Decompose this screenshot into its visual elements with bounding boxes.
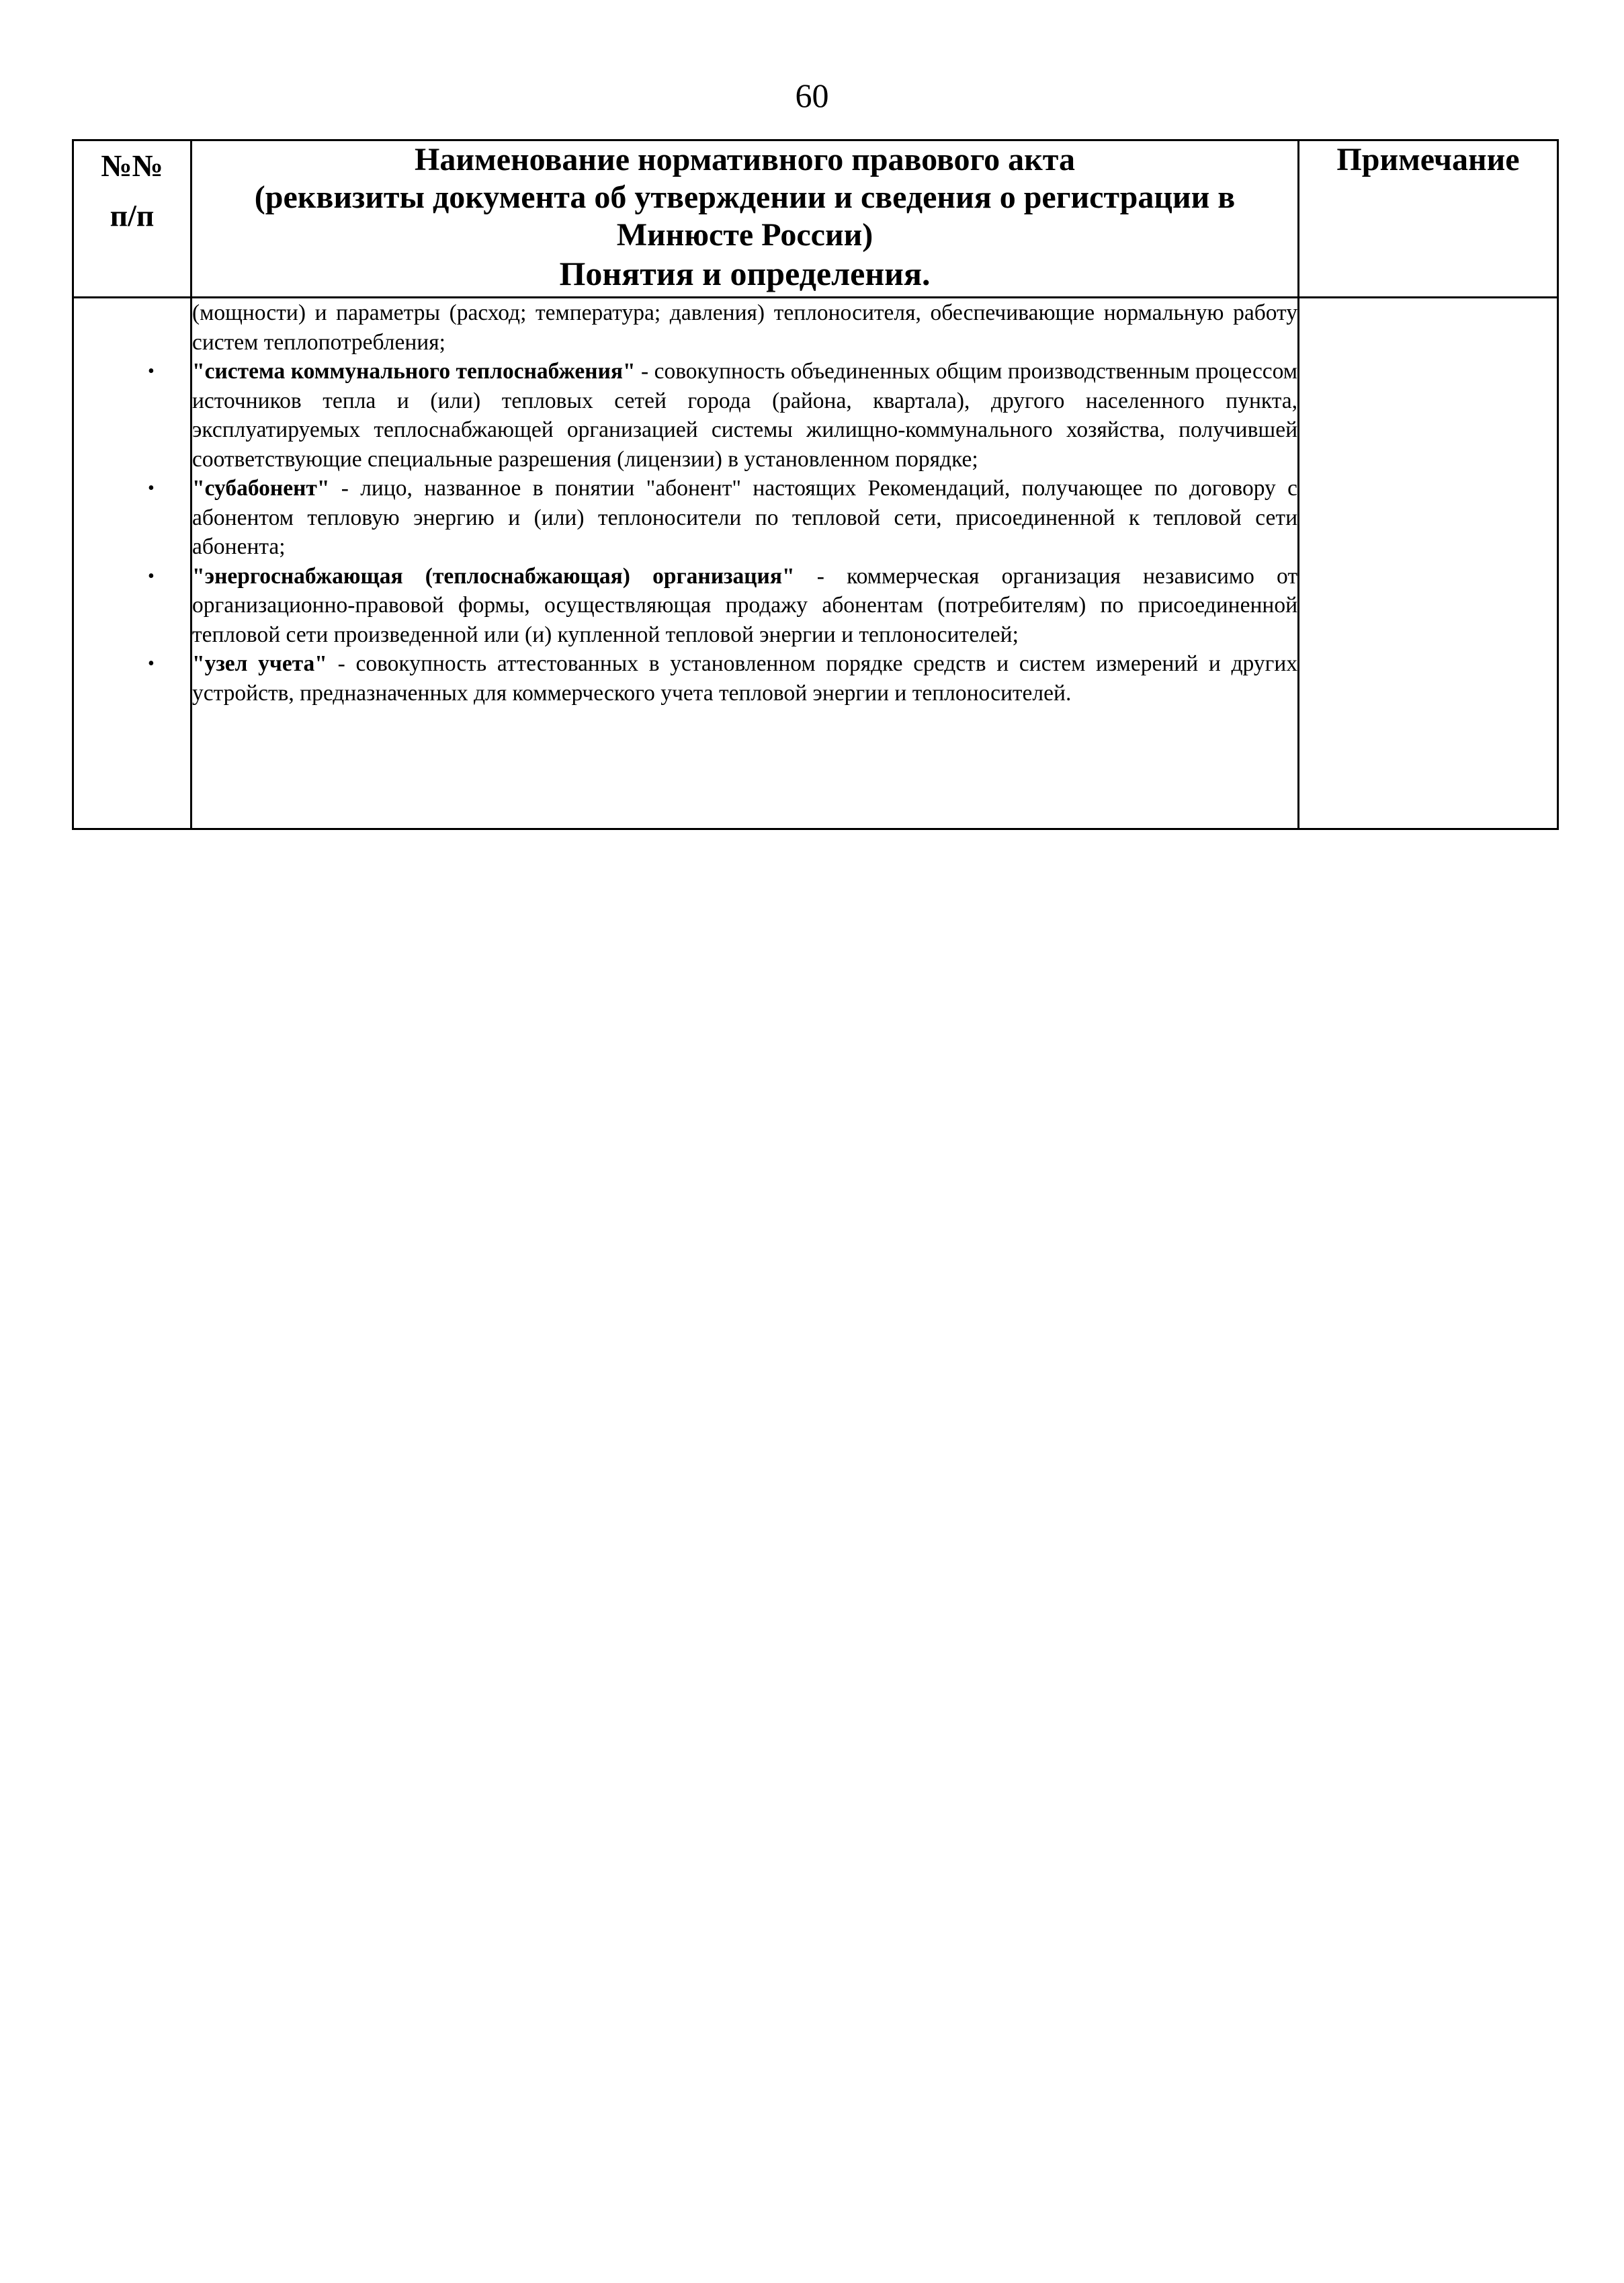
header-name-line: Наименование нормативного правового акта bbox=[415, 142, 1075, 177]
bullet-icon: • bbox=[148, 653, 155, 674]
bullet-icon: • bbox=[148, 361, 155, 382]
header-note-label: Примечание bbox=[1336, 142, 1520, 177]
definition-text: - совокупность объединенных общим производственным процессом источников тепла и (или) тепловых сетей города (района, квартала), другого населенного пункта, эксплуатируемых теплоснабжающей организацией системы жилищно-коммунального хозяйства, получившей соответствующие специальные разрешения (лицензии) в установленном порядке; bbox=[192, 359, 1297, 472]
definition-item bbox=[148, 562, 1297, 650]
table-header-row bbox=[73, 140, 1558, 298]
definition-item bbox=[148, 357, 1297, 474]
definition-term: "субабонент" bbox=[192, 476, 330, 501]
bullet-icon: • bbox=[148, 478, 155, 499]
header-name-line: (реквизиты документа об утверждении и сведения о регистрации в bbox=[254, 179, 1236, 215]
page-number: 60 bbox=[795, 77, 829, 114]
definition-item bbox=[148, 649, 1297, 708]
header-name-line: Минюсте России) bbox=[616, 217, 873, 253]
definition-text: - совокупность аттестованных в установленном порядке средств и систем измерений и других устройств, предназначенных для коммерческого учета тепловой энергии и теплоносителей. bbox=[192, 651, 1297, 706]
definition-text: - лицо, названное в понятии "абонент" настоящих Рекомендаций, получающее по договору с абонентом тепловую энергию и (или) теплоносители по тепловой сети, присоединенной к тепловой сети абонента; bbox=[192, 476, 1297, 559]
header-name-subtitle: Понятия и определения. bbox=[559, 255, 931, 292]
definition-term: "узел учета" bbox=[192, 651, 327, 676]
header-number-sublabel: п/п bbox=[110, 198, 155, 233]
bullet-icon: • bbox=[148, 565, 155, 587]
definition-item bbox=[148, 474, 1297, 562]
header-number-label: №№ bbox=[101, 149, 163, 183]
definition-term: "энергоснабжающая (теплоснабжающая) организация" bbox=[192, 563, 795, 589]
continuation-text: (мощности) и параметры (расход; температура; давления) теплоносителя, обеспечивающие нормальную работу систем теплопотребления; bbox=[192, 300, 1297, 355]
header-note-cell bbox=[1299, 140, 1558, 298]
definition-text: - коммерческая организация независимо от организационно-правовой формы, осуществляющая продажу абонентам (потребителям) по присоединенной тепловой сети произведенной или (и) купленной тепловой энергии и теплоносителей; bbox=[192, 563, 1297, 647]
header-name-cell bbox=[191, 140, 1299, 298]
row-note-cell bbox=[1299, 298, 1558, 829]
definition-term: "система коммунального теплоснабжения" bbox=[192, 359, 636, 384]
table-row bbox=[73, 298, 1558, 829]
row-content-cell bbox=[148, 298, 1299, 829]
regulations-table bbox=[72, 139, 1559, 830]
header-number-cell bbox=[73, 140, 191, 298]
definitions-list bbox=[148, 357, 1297, 708]
row-number-cell bbox=[73, 298, 191, 829]
